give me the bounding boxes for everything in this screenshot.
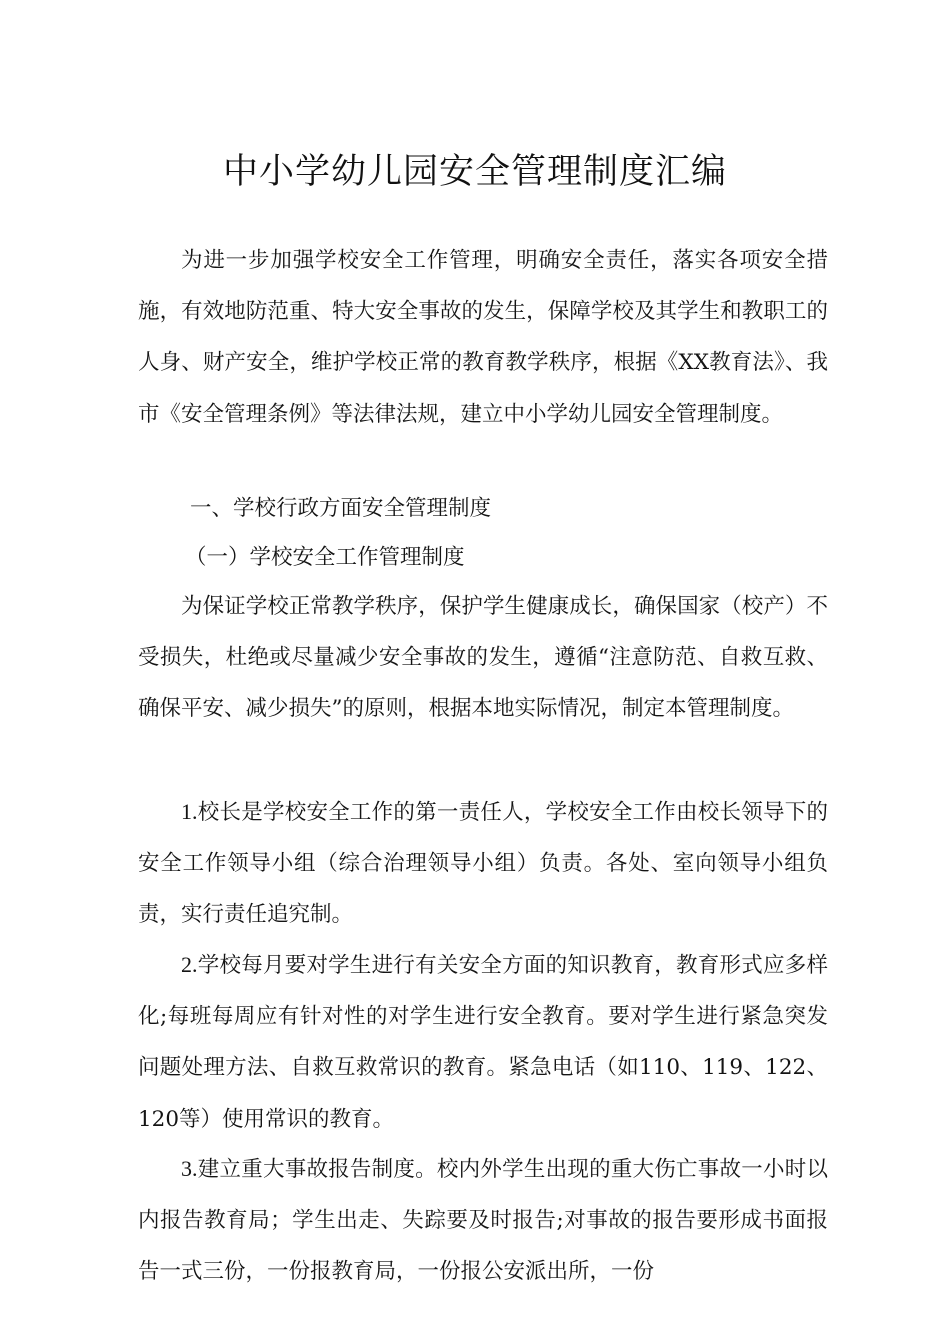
section-heading: 一、学校行政方面安全管理制度: [190, 496, 492, 521]
item-number: 3.: [181, 1156, 198, 1181]
intro-paragraph: 为进一步加强学校安全工作管理，明确安全责任，落实各项安全措施，有效地防范重、特大安全事故的发生，保障学校及其学生和教职工的人身、财产安全，维护学校正常的教育教学秩序，根据《XX教育法》、我市《安全管理条例》等法律法规，建立中小学幼儿园安全管理制度。: [138, 248, 828, 427]
item-text: 建立重大事故报告制度。校内外学生出现的重大伤亡事故一小时以内报告教育局；学生出走、失踪要及时报告;对事故的报告要形成书面报告一式三份，一份报教育局，一份报公安派出所，一份: [138, 1157, 828, 1285]
item-number: 1.: [181, 799, 198, 824]
document-title: 中小学幼儿园安全管理制度汇编: [222, 152, 727, 192]
list-item: [138, 1143, 828, 1298]
item-text: 校长是学校安全工作的第一责任人，学校安全工作由校长领导下的安全工作领导小组（综合治理领导小组）负责。各处、室向领导小组负责，实行责任追究制。: [138, 800, 828, 928]
list-item: [138, 939, 828, 1145]
subsection-heading: （一）学校安全工作管理制度: [185, 545, 465, 570]
item-number: 2.: [181, 952, 198, 977]
item-text: 学校每月要对学生进行有关安全方面的知识教育，教育形式应多样化;每班每周应有针对性的对学生进行安全教育。要对学生进行紧急突发问题处理方法、自救互救常识的教育。紧急电话（如110、119、122、120等）使用常识的教育。: [138, 953, 828, 1132]
subsection-intro-paragraph: 为保证学校正常教学秩序，保护学生健康成长，确保国家（校产）不受损失，杜绝或尽量减少安全事故的发生，遵循“注意防范、自救互救、确保平安、减少损失”的原则，根据本地实际情况，制定本管理制度。: [138, 594, 828, 722]
list-item: [138, 786, 828, 941]
